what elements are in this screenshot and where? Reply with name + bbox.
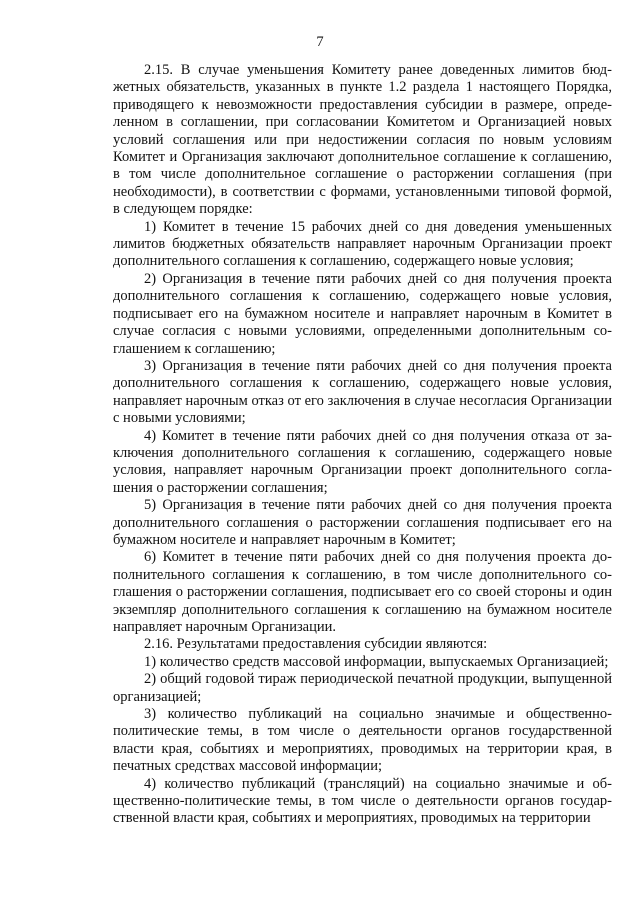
paragraph-2-16-item-4: 4) количество публикаций (трансляций) на социально значимые и общественно-политические темы, в том числе о деятельности органов государственной власти края, событиях и мероприятиях, проводимых на территории	[113, 775, 612, 827]
paragraph-2-15-item-3: 3) Организация в течение пяти рабочих дней со дня получения проекта дополнительного соглашения к соглашению, содержащего новые условия, направляет нарочным отказ от его заключения в случае несогласия Организации с новыми условиями;	[113, 357, 612, 427]
paragraph-2-15-item-5: 5) Организация в течение пяти рабочих дней со дня получения проекта дополнительного соглашения о расторжении соглашения подписывает его на бумажном носителе и направляет нарочным в Комитет;	[113, 497, 612, 548]
paragraph-2-15-item-4: 4) Комитет в течение пяти рабочих дней со дня получения отказа от заключения дополнительного соглашения к соглашению, содержащего новые условия, направляет нарочным Организации проект дополнительного соглашения о расторжении соглашения;	[113, 427, 612, 496]
paragraph-2-16: 2.16. Результатами предоставления субсидии являются:	[144, 636, 488, 653]
paragraph-2-15: 2.15. В случае уменьшения Комитету ранее доведенных лимитов бюджетных обязательств, указанных в пункте 1.2 раздела 1 настоящего Порядка, приводящего к невозможности предоставления субсидии в размере, определенном в соглашении, при согласовании Комитетом и Организацией новых условий соглашения или при недостижении согласия по новым условиям Комитет и Организация заключают дополнительное соглашение к соглашению, в том числе дополнительное соглашение о расторжении соглашения (при необходимости), в соответствии с формами, установленными типовой формой, в следующем порядке:	[113, 62, 612, 218]
paragraph-2-16-item-2: 2) общий годовой тираж периодической печатной продукции, выпущенной организацией;	[113, 671, 612, 705]
document-body	[113, 62, 612, 828]
paragraph-2-15-item-2: 2) Организация в течение пяти рабочих дней со дня получения проекта дополнительного соглашения к соглашению, содержащего новые условия, подписывает его на бумажном носителе и направляет нарочным в Комитет в случае согласия с новыми условиями, определенными дополнительным соглашением к соглашению;	[113, 270, 612, 357]
paragraph-2-16-item-1: 1) количество средств массовой информации, выпускаемых Организацией;	[144, 653, 609, 670]
paragraph-2-15-item-1: 1) Комитет в течение 15 рабочих дней со дня доведения уменьшенных лимитов бюджетных обязательств направляет нарочным Организации проект дополнительного соглашения к соглашению, содержащего новые условия;	[113, 218, 612, 270]
paragraph-2-15-item-6: 6) Комитет в течение пяти рабочих дней со дня получения проекта дополнительного соглашения к соглашению, в том числе дополнительного соглашения о расторжении соглашения, подписывает его со своей стороны и один экземпляр дополнительного соглашения к соглашению на бумажном носителе направляет нарочным Организации.	[113, 549, 612, 635]
paragraph-2-16-item-3: 3) количество публикаций на социально значимые и общественно-политические темы, в том числе о деятельности органов государственной власти края, событиях и мероприятиях, проводимых на территории края, в печатных средствах массовой информации;	[113, 706, 612, 775]
page-number: 7	[316, 34, 324, 50]
